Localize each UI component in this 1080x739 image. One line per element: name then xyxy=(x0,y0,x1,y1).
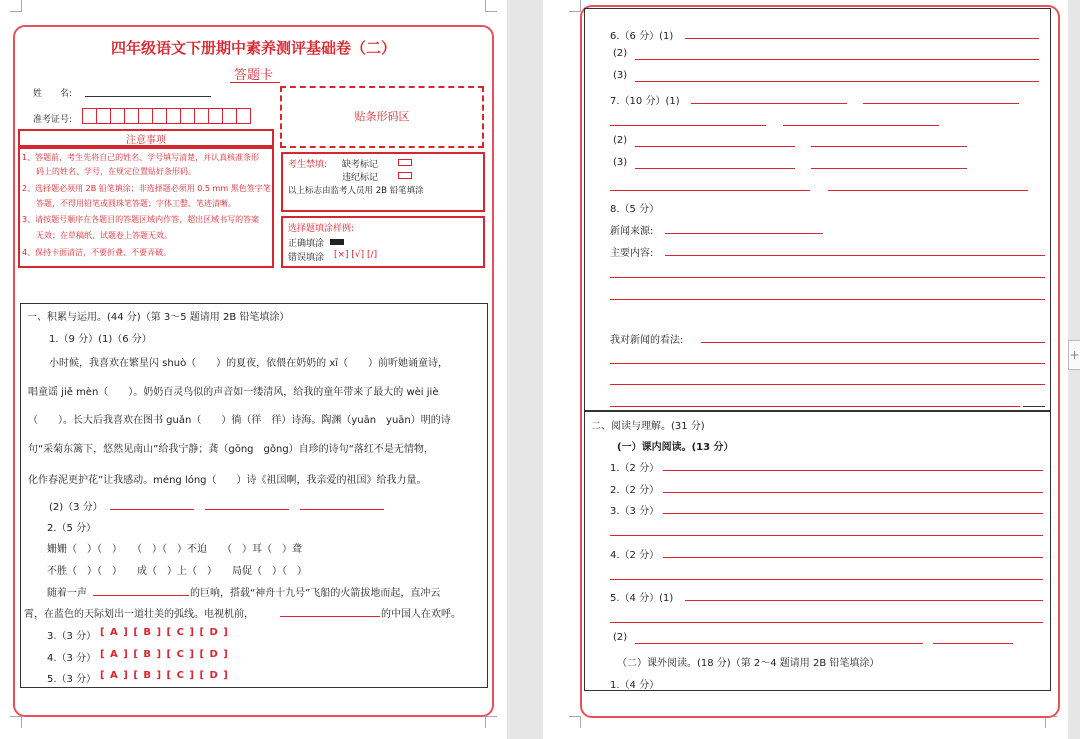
answer-line[interactable] xyxy=(701,342,1045,343)
answer-sheet-page-2 xyxy=(543,0,1068,739)
crop-mark xyxy=(10,0,22,12)
name-label: 姓 名: xyxy=(33,89,73,99)
answer-line[interactable] xyxy=(828,190,1028,191)
answer-sheet-page-1 xyxy=(0,0,507,739)
answer-line[interactable] xyxy=(685,600,1043,601)
reading-q-label: (2) xyxy=(613,632,628,643)
q1-passage-line: 化作春泥更护花”让我感动。méng lóng（ ）诗《祖国啊，我亲爱的祖国》给我力量。 xyxy=(28,475,427,486)
crop-mark xyxy=(569,716,581,728)
sample-title: 选择题填涂样例: xyxy=(288,224,355,234)
barcode-label: 贴条形码区 xyxy=(354,110,410,123)
answer-line[interactable] xyxy=(610,579,1043,580)
crop-mark xyxy=(485,716,497,728)
answer-line[interactable] xyxy=(610,535,1043,536)
name-input[interactable] xyxy=(85,96,211,97)
answer-line[interactable] xyxy=(610,406,1020,407)
q8-label: 8.（5 分） xyxy=(610,204,660,215)
id-label: 准考证号: xyxy=(33,115,73,125)
q2-label: 2.（5 分） xyxy=(47,523,97,534)
answer-line[interactable] xyxy=(610,125,766,126)
answer-line[interactable] xyxy=(1023,406,1045,407)
crop-mark xyxy=(485,0,497,12)
answer-line[interactable] xyxy=(665,255,1045,256)
reading-q-label: 2.（2 分） xyxy=(610,485,660,496)
answer-line[interactable] xyxy=(635,168,795,169)
answer-line[interactable] xyxy=(663,557,1043,558)
in-class-reading-title: (一）课内阅读。(13 分） xyxy=(617,442,734,453)
reading-q-label: 5.（4 分）(1) xyxy=(610,593,674,604)
answer-line[interactable] xyxy=(280,616,380,617)
violation-label: 违纪标记 xyxy=(342,173,379,183)
answer-line[interactable] xyxy=(635,81,1039,82)
q2-sentence-end: 的中国人在欢呼。 xyxy=(381,609,461,620)
answer-line[interactable] xyxy=(635,59,1039,60)
notice-title: 注意事项 xyxy=(126,135,166,146)
q6-2-label: (2) xyxy=(613,48,628,59)
q7-3-label: (3) xyxy=(613,157,628,168)
answer-line[interactable] xyxy=(635,643,923,644)
q7-label: 7.（10 分）(1) xyxy=(610,96,680,107)
correct-fill-sample xyxy=(330,239,344,245)
correct-label: 正确填涂 xyxy=(288,239,325,249)
subtitle-underline xyxy=(230,82,280,83)
violation-checkbox[interactable] xyxy=(398,172,412,179)
notice-line: 无效；在草稿纸、试题卷上答题无效。 xyxy=(36,231,172,240)
q1-passage-line: 句“采菊东篱下，悠然见南山”给我宁静；龚（gōng gǒng）自珍的诗句“落红不是无情物， xyxy=(28,444,434,455)
answer-line[interactable] xyxy=(610,384,1045,385)
answer-line[interactable] xyxy=(933,643,1013,644)
answer-line[interactable] xyxy=(863,103,1019,104)
answer-line[interactable] xyxy=(93,595,189,596)
reading-q-label: 4.（2 分） xyxy=(610,550,660,561)
q1-passage-line: （ ）。长大后我喜欢在图书 guǎn（ ）徜（徉 徉）诗海。陶渊（yuān yuān）明的诗 xyxy=(28,415,451,426)
mc-options[interactable]: [ A ] [ B ] [ C ] [ D ] xyxy=(100,627,229,638)
answer-line[interactable] xyxy=(685,38,1039,39)
answer-line[interactable] xyxy=(663,492,1043,493)
q1-passage-line: 唱童谣 jiě mèn（ ）。奶奶百灵鸟似的声音如一缕清风，给我的童年带来了最大的 wèi jiè xyxy=(28,387,439,398)
notice-line: 答题，不得用铅笔或圆珠笔答题；字体工整、笔迹清晰。 xyxy=(36,199,236,208)
q1-2-label: (2)（3 分） xyxy=(49,502,103,513)
answer-line[interactable] xyxy=(610,277,1045,278)
answer-line[interactable] xyxy=(110,509,194,510)
notice-line: 4、保持卡面清洁，不要折叠、不要弄破。 xyxy=(22,248,172,257)
q6-label: 6.（6 分）(1) xyxy=(610,31,674,42)
wrong-fill-samples: [×] [√] [/] xyxy=(334,250,378,260)
notice-line: 3、请按题号顺序在各题目的答题区域内作答，超出区域书写的答案 xyxy=(22,215,260,224)
answer-line[interactable] xyxy=(610,190,810,191)
mc-label: 5.（3 分） xyxy=(47,674,97,685)
q7-2-label: (2) xyxy=(613,135,628,146)
q6-3-label: (3) xyxy=(613,70,628,81)
q2-row: 不胜（ ）（ ） 成（ ）上（ ） 局促（ ）（ ） xyxy=(47,566,307,577)
q2-sentence-start: 霄，在蓝色的天际划出一道壮美的弧线。电视机前， xyxy=(24,609,254,620)
answer-line[interactable] xyxy=(610,622,1043,623)
id-number-grid[interactable] xyxy=(82,108,250,128)
mc-options[interactable]: [ A ] [ B ] [ C ] [ D ] xyxy=(100,649,229,660)
expand-panel-button[interactable]: + xyxy=(1068,340,1080,370)
answer-line[interactable] xyxy=(811,168,967,169)
section2-title: 二、阅读与理解。(31 分) xyxy=(591,421,705,432)
forbid-note: 以上标志由监考人员用 2B 铅笔填涂 xyxy=(288,186,424,196)
crop-mark xyxy=(569,0,581,12)
forbid-title: 考生禁填: xyxy=(288,160,328,170)
wrong-label: 错误填涂 xyxy=(288,253,325,263)
q1-label: 1.（9 分）(1)（6 分） xyxy=(49,334,152,345)
notice-line: 1、答题前，考生先将自己的姓名、学号填写清楚，并认真核准条形 xyxy=(22,153,260,162)
answer-line[interactable] xyxy=(663,470,1043,471)
q1-passage-line: 小时候，我喜欢在繁星闪 shuò（ ）的夏夜，依偎在奶奶的 xī（ ）前听她诵童诗， xyxy=(49,358,449,369)
page-gap xyxy=(507,0,543,739)
crop-mark xyxy=(10,716,22,728)
news-source-input[interactable] xyxy=(665,233,823,234)
answer-line[interactable] xyxy=(205,509,289,510)
main-content-label: 主要内容: xyxy=(610,248,654,259)
q2-sentence-end: 的巨响，搭载“神舟十九号”飞船的火箭拔地而起，直冲云 xyxy=(190,588,441,599)
news-source-label: 新闻来源: xyxy=(610,226,654,237)
q2-sentence-start: 随着一声 xyxy=(47,588,87,599)
notice-line: 2、选择题必须用 2B 铅笔填涂；非选择题必须用 0.5 mm 黑色签字笔 xyxy=(22,184,271,193)
reading-q-label: 1.（4 分） xyxy=(610,680,660,691)
q2-row: 姗姗（ ）（ ） （ ）（ ）不迫 （ ）耳（ ）聋 xyxy=(47,544,302,555)
mc-label: 3.（3 分） xyxy=(47,631,97,642)
answer-line[interactable] xyxy=(610,299,1045,300)
answer-line[interactable] xyxy=(300,509,384,510)
answer-line[interactable] xyxy=(691,103,847,104)
absent-label: 缺考标记 xyxy=(342,160,379,170)
mc-options[interactable]: [ A ] [ B ] [ C ] [ D ] xyxy=(100,670,229,681)
answer-line[interactable] xyxy=(783,125,939,126)
out-class-reading-title: （二）课外阅读。(18 分)（第 2～4 题请用 2B 铅笔填涂） xyxy=(617,658,880,669)
absent-checkbox[interactable] xyxy=(398,159,412,166)
notice-line: 码上的姓名、学号，在规定位置贴好条形码。 xyxy=(36,167,196,176)
section1-title: 一、积累与运用。(44 分)（第 3～5 题请用 2B 铅笔填涂） xyxy=(27,312,290,323)
answer-line[interactable] xyxy=(635,146,795,147)
reading-q-label: 3.（3 分） xyxy=(610,506,660,517)
answer-line[interactable] xyxy=(663,513,1043,514)
reading-q-label: 1.（2 分） xyxy=(610,463,660,474)
mc-label: 4.（3 分） xyxy=(47,653,97,664)
opinion-label: 我对新闻的看法: xyxy=(610,335,684,346)
page-title: 四年级语文下册期中素养测评基础卷（二） xyxy=(110,39,396,57)
answer-line[interactable] xyxy=(610,363,1045,364)
answer-line[interactable] xyxy=(811,146,967,147)
page-subtitle: 答题卡 xyxy=(233,68,273,83)
